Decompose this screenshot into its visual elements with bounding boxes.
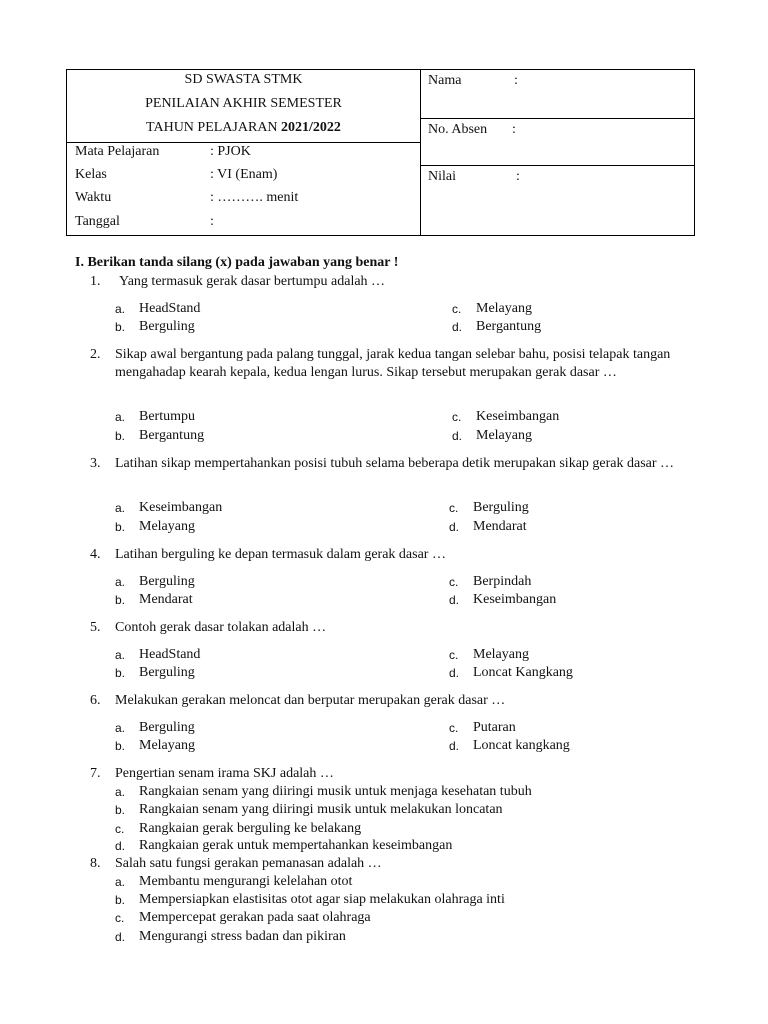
option-text: Rangkaian gerak untuk mempertahankan keseimbangan [139, 838, 453, 853]
info-label: Kelas [75, 167, 107, 182]
option-letter: b. [115, 803, 126, 817]
header-right [420, 70, 694, 235]
option-letter: c. [449, 648, 459, 662]
option-letter: a. [115, 302, 126, 316]
question-number: 2. [90, 347, 101, 362]
option-letter: b. [115, 893, 126, 907]
option-letter: b. [115, 666, 126, 680]
option-letter: d. [449, 666, 460, 680]
question-text: Melakukan gerakan meloncat dan berputar merupakan gerak dasar … [115, 693, 506, 708]
question-text: Pengertian senam irama SKJ adalah … [115, 766, 334, 781]
option-text: HeadStand [139, 647, 201, 662]
option-text: HeadStand [139, 301, 201, 316]
name-label: Nama [428, 73, 462, 88]
header-table [66, 69, 695, 236]
option-letter: c. [452, 302, 462, 316]
option-text: Melayang [473, 647, 529, 662]
info-value: : PJOK [210, 144, 251, 159]
option-text: Mempercepat gerakan pada saat olahraga [139, 910, 371, 925]
option-text: Mengurangi stress badan dan pikiran [139, 929, 346, 944]
option-letter: a. [115, 875, 126, 889]
exam-title: PENILAIAN AKHIR SEMESTER [145, 96, 342, 111]
question-number: 6. [90, 693, 101, 708]
option-letter: b. [115, 429, 126, 443]
option-letter: c. [115, 911, 125, 925]
option-letter: b. [115, 520, 126, 534]
school-year [67, 120, 420, 136]
option-letter: d. [452, 429, 463, 443]
option-text: Keseimbangan [139, 500, 223, 515]
school-year-value: 2021/2022 [281, 120, 341, 135]
question-text: Latihan berguling ke depan termasuk dalam gerak dasar … [115, 547, 446, 562]
header-left [67, 70, 421, 235]
option-letter: a. [115, 410, 126, 424]
option-letter: d. [449, 593, 460, 607]
name-field[interactable] [420, 70, 694, 119]
option-text: Mendarat [473, 519, 527, 534]
name-colon: : [514, 73, 518, 88]
option-text: Bergantung [139, 428, 205, 443]
option-letter: a. [115, 501, 126, 515]
nilai-label: Nilai [428, 169, 456, 184]
question-number: 3. [90, 456, 101, 471]
option-text: Melayang [476, 301, 532, 316]
info-value: : [210, 214, 214, 229]
option-text: Loncat kangkang [473, 738, 570, 753]
info-label: Mata Pelajaran [75, 144, 160, 159]
option-text: Putaran [473, 720, 516, 735]
option-letter: a. [115, 785, 126, 799]
option-letter: d. [452, 320, 463, 334]
option-letter: c. [449, 501, 459, 515]
absen-field[interactable] [420, 119, 694, 166]
question-number: 4. [90, 547, 101, 562]
option-text: Melayang [476, 428, 532, 443]
section-title: I. Berikan tanda silang (x) pada jawaban yang benar ! [75, 255, 399, 270]
option-text: Berguling [139, 574, 195, 589]
nilai-field[interactable] [420, 166, 694, 235]
option-text: Rangkaian senam yang diiringi musik untuk menjaga kesehatan tubuh [139, 784, 532, 799]
info-label: Tanggal [75, 214, 120, 229]
question-number: 8. [90, 856, 101, 871]
option-letter: c. [452, 410, 462, 424]
option-text: Mempersiapkan elastisitas otot agar siap melakukan olahraga inti [139, 892, 505, 907]
absen-label: No. Absen [428, 122, 488, 137]
option-letter: b. [115, 593, 126, 607]
option-letter: c. [115, 822, 125, 836]
question-number: 5. [90, 620, 101, 635]
info-label: Waktu [75, 190, 112, 205]
option-text: Berpindah [473, 574, 532, 589]
option-text: Mendarat [139, 592, 193, 607]
option-text: Loncat Kangkang [473, 665, 573, 680]
option-text: Rangkaian senam yang diiringi musik untuk melakukan loncatan [139, 802, 503, 817]
option-text: Rangkaian gerak berguling ke belakang [139, 821, 362, 836]
question-number: 7. [90, 766, 101, 781]
option-letter: a. [115, 721, 126, 735]
school-year-prefix: TAHUN PELAJARAN [146, 120, 282, 135]
absen-colon: : [512, 122, 516, 137]
option-letter: b. [115, 739, 126, 753]
question-text: Yang termasuk gerak dasar bertumpu adalah … [119, 274, 386, 289]
option-letter: c. [449, 721, 459, 735]
option-text: Berguling [139, 720, 195, 735]
option-letter: d. [115, 930, 126, 944]
question-text: Contoh gerak dasar tolakan adalah … [115, 620, 327, 635]
info-value: : VI (Enam) [210, 167, 278, 182]
option-text: Berguling [139, 665, 195, 680]
option-letter: d. [449, 739, 460, 753]
option-letter: a. [115, 575, 126, 589]
option-text: Berguling [473, 500, 529, 515]
option-letter: c. [449, 575, 459, 589]
option-text: Membantu mengurangi kelelahan otot [139, 874, 353, 889]
option-letter: b. [115, 320, 126, 334]
option-text: Keseimbangan [476, 409, 560, 424]
school-name: SD SWASTA STMK [184, 72, 303, 87]
option-text: Melayang [139, 519, 195, 534]
question-text: Latihan sikap mempertahankan posisi tubuh selama beberapa detik merupakan sikap gerak dasar … [115, 456, 675, 471]
option-letter: d. [449, 520, 460, 534]
school-block [67, 70, 420, 143]
option-letter: a. [115, 648, 126, 662]
option-text: Melayang [139, 738, 195, 753]
nilai-colon: : [516, 169, 520, 184]
option-text: Bergantung [476, 319, 542, 334]
info-value: : ………. menit [210, 190, 299, 205]
question-text: Salah satu fungsi gerakan pemanasan adalah … [115, 856, 382, 871]
option-text: Keseimbangan [473, 592, 557, 607]
option-letter: d. [115, 839, 126, 853]
question-number: 1. [90, 274, 101, 289]
option-text: Berguling [139, 319, 195, 334]
option-text: Bertumpu [139, 409, 195, 424]
question-text: Sikap awal bergantung pada palang tunggal, jarak kedua tangan selebar bahu, posisi telapak tangan mengahadap kearah kepala, kedua lengan lurus. Sikap tersebut merupakan gerak dasar … [115, 347, 671, 380]
